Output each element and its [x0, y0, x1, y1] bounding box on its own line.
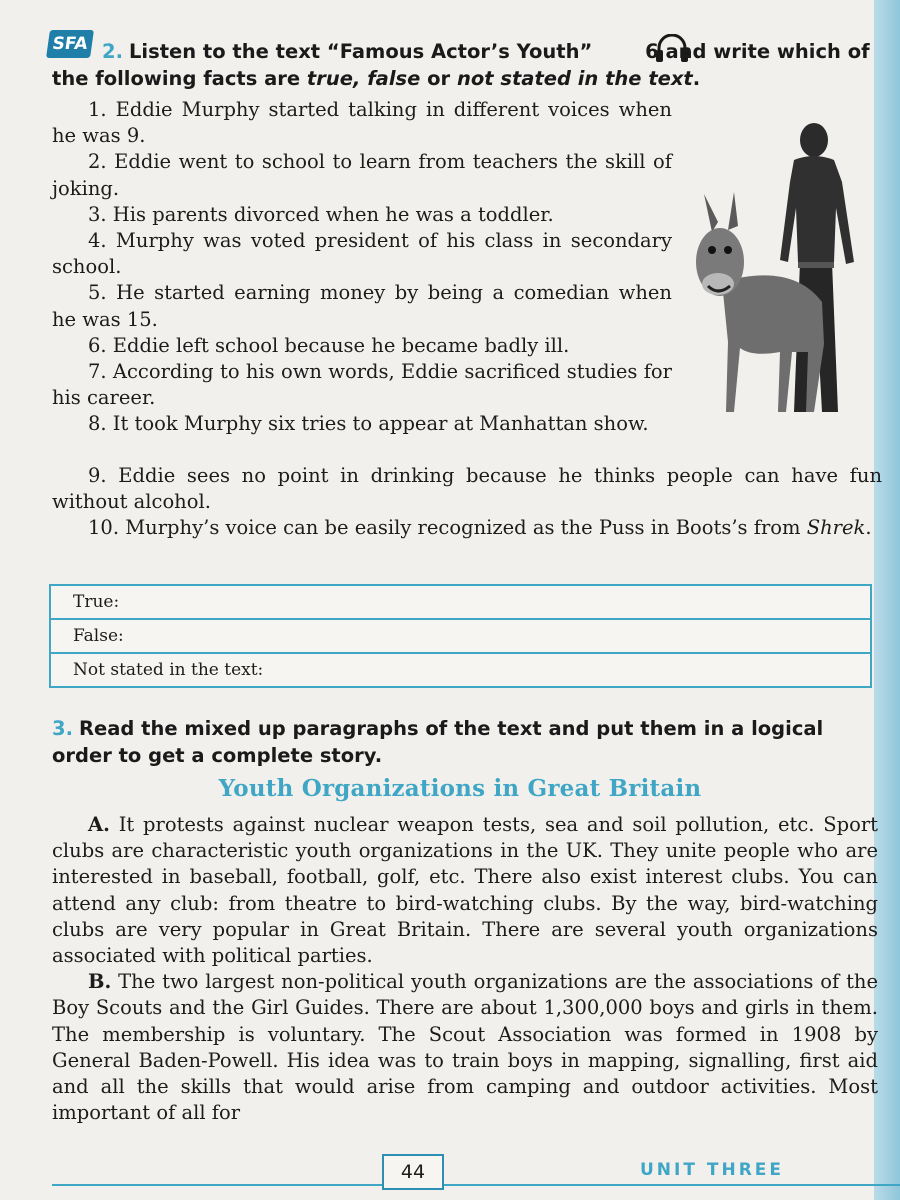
fact-item: 2. Eddie went to school to learn from teachers the skill of joking. [52, 150, 672, 200]
fact-item: 5. He started earning money by being a comedian when he was 15. [52, 281, 672, 331]
footer-rule [52, 1184, 900, 1186]
page-number: 44 [382, 1154, 444, 1190]
track-number: 6 [645, 40, 659, 63]
answer-row-false[interactable]: False: [50, 619, 871, 653]
actor-and-donkey-illustration [682, 112, 878, 428]
task-3-instruction: 3. Read the mixed up paragraphs of the text and put them in a logical order to get a complete story. [52, 717, 824, 767]
sfa-badge: SFA [46, 30, 94, 58]
facts-list-wide [52, 463, 882, 542]
fact-item: 1. Eddie Murphy started talking in different voices when he was 9. [52, 98, 672, 148]
fact-item: 8. It took Murphy six tries to appear at Manhattan show. [88, 412, 649, 436]
unit-label: UNIT THREE [640, 1160, 785, 1180]
fact-item: 9. Eddie sees no point in drinking because he thinks people can have fun without alcohol. [52, 464, 882, 514]
paragraph-b: B. The two largest non-political youth organizations are the associations of the Boy Scouts and the Girl Guides. There are about 1,300,000 boys and girls in them. The membership is voluntary. The Scout Association was formed in 1908 by General Baden-Powell. His idea was to train boys in mapping, signalling, first aid and all the skills that would arise from camping and outdoor activities. Most important of all for [52, 970, 879, 1125]
task-3-number: 3. [52, 717, 73, 740]
fact-item: 7. According to his own words, Eddie sacrificed studies for his career. [52, 360, 672, 410]
story-text [52, 812, 878, 1126]
facts-list [52, 97, 672, 438]
paragraph-a: A. It protests against nuclear weapon tests, sea and soil pollution, etc. Sport clubs are characteristic youth organizations in the UK. They unite people who are interested in baseball, football, golf, etc. There also exist interest clubs. You can attend any club: from theatre to bird-watching clubs. By the way, bird-watching clubs are very popular in Great Britain. There are several youth organizations associated with political parties. [52, 813, 879, 968]
answer-row-not-stated[interactable]: Not stated in the text: [50, 653, 871, 687]
task-2-number: 2. [102, 40, 123, 63]
answer-row-true[interactable]: True: [50, 585, 871, 619]
fact-item: 10. Murphy’s voice can be easily recognized as the Puss in Boots’s from Shrek. [88, 516, 872, 540]
fact-item: 6. Eddie left school because he became badly ill. [88, 333, 570, 357]
fact-item: 4. Murphy was voted president of his class in secondary school. [52, 229, 672, 279]
task-2-instruction: 2. Listen to the text “Famous Actor’s Youth” 6 and write which of the following facts are true, false or not stated in the text. [52, 34, 882, 92]
fact-item: 3. His parents divorced when he was a toddler. [88, 202, 554, 226]
story-title: Youth Organizations in Great Britain [218, 775, 702, 802]
film-title: Shrek [806, 516, 866, 540]
answer-table [49, 584, 872, 688]
headphones-icon [603, 34, 641, 64]
